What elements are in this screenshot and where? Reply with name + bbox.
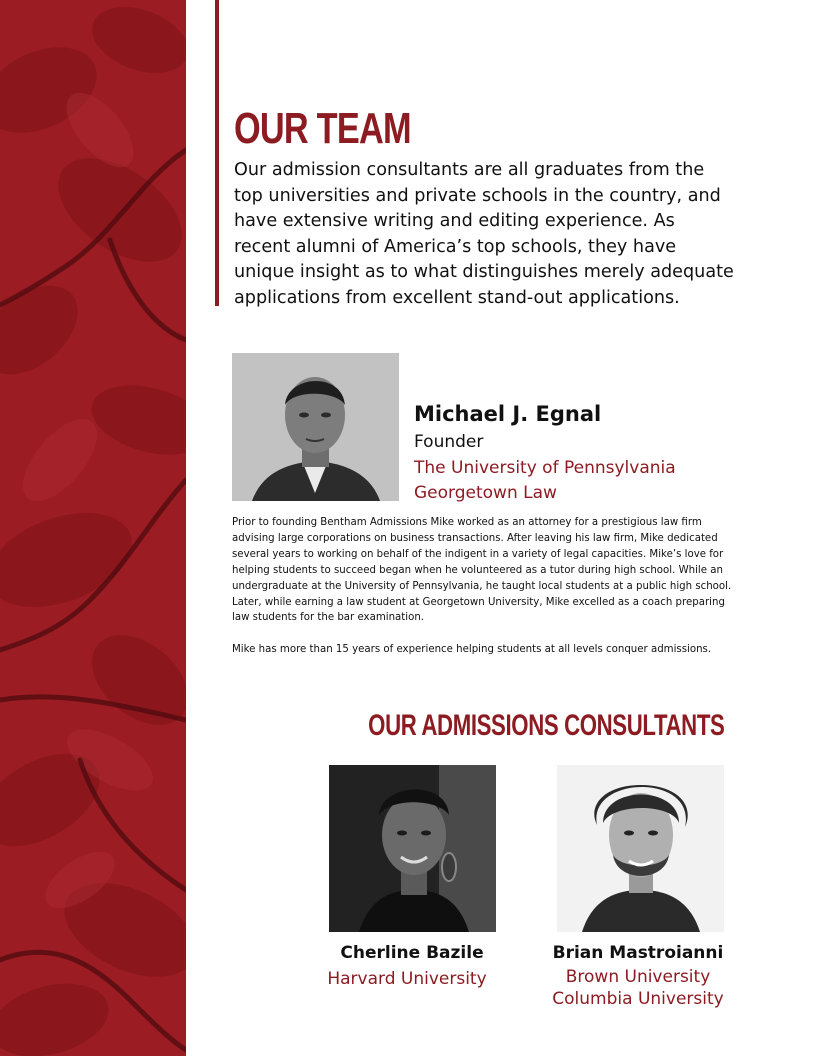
consultant-photo <box>329 765 496 932</box>
consultant-school: Columbia University <box>552 989 724 1009</box>
accent-rule <box>215 0 219 306</box>
consultant-school: Harvard University <box>327 969 487 989</box>
founder-name: Michael J. Egnal <box>414 402 602 426</box>
consultants-heading: OUR ADMISSIONS CONSULTANTS <box>367 709 724 742</box>
founder-bio <box>232 515 732 658</box>
page-title: OUR TEAM <box>234 104 411 153</box>
consultant-school: Brown University <box>565 967 711 987</box>
consultant-name: Brian Mastroianni <box>552 943 724 963</box>
decorative-sidebar <box>0 0 186 1056</box>
consultant-photo <box>557 765 724 932</box>
bio-paragraph: Mike has more than 15 years of experience helping students at all levels conquer admissions. <box>232 644 712 656</box>
founder-school: Georgetown Law <box>414 483 557 503</box>
intro-paragraph: Our admission consultants are all graduates from the top universities and private schools in the country, and have extensive writing and editing experience. As recent alumni of America’s top schools, they have unique insight as to what distinguishes merely adequate applications from excellent stand-out applications. <box>234 160 734 308</box>
founder-photo <box>232 353 399 501</box>
bio-paragraph: Prior to founding Bentham Admissions Mike worked as an attorney for a prestigious law firm advising large corporations on business transactions. After leaving his law firm, Mike dedicated several years to working on behalf of the indigent in a variety of legal capacities. Mike’s love for helping students to succeed began when he volunteered as a tutor during high school. While an undergraduate at the University of Pennsylvania, he taught local students at a public high school. Later, while earning a law student at Georgetown University, Mike excelled as a coach preparing law students for the bar examination. <box>232 517 732 624</box>
founder-school: The University of Pennsylvania <box>414 458 676 478</box>
founder-role: Founder <box>414 432 484 452</box>
leaf-pattern-image <box>0 0 186 1056</box>
consultant-name: Cherline Bazile <box>340 943 484 963</box>
